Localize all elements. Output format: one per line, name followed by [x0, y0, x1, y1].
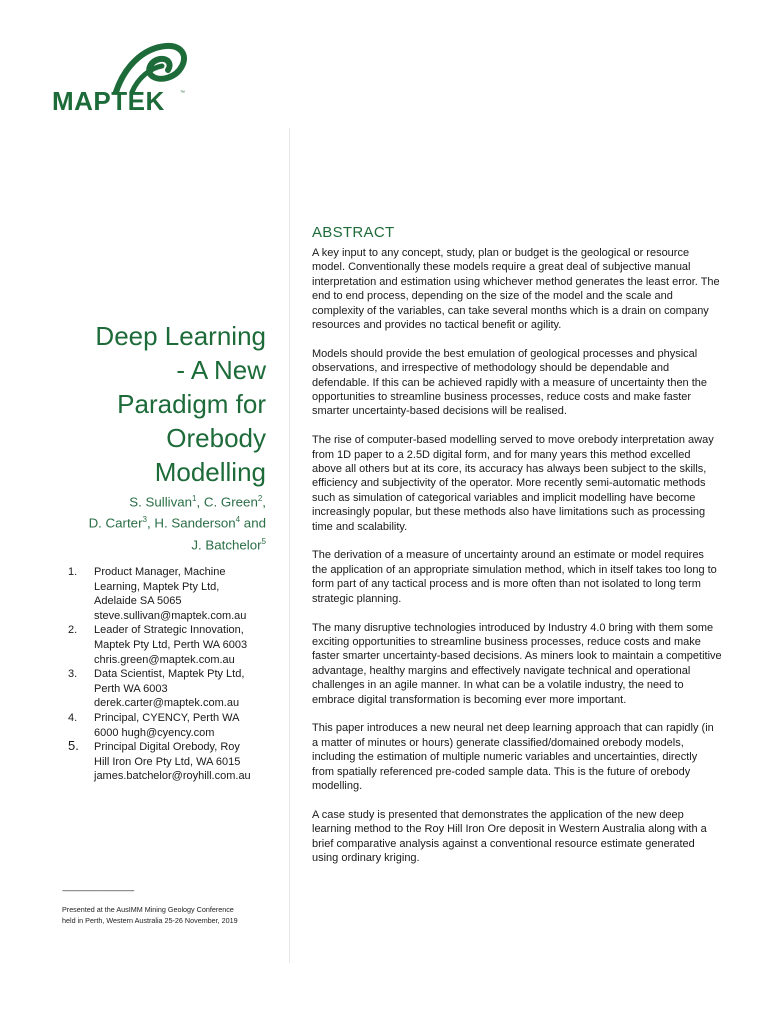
paper-title	[40, 319, 266, 489]
affiliation-line: Adelaide SA 5065	[94, 595, 182, 608]
logo-wordmark: MAPTEK	[52, 86, 165, 116]
abstract-paragraph: This paper introduces a new neural net deep learning approach that can rapidly (in a matter of minutes or hours) generate classified/domained orebody models, including the estimation of multiple numeric variables and uncertainties, directly from spatially referenced pre-coded sample data. This is the future of orebody modelling.	[312, 722, 714, 792]
author-name: J. Batchelor	[191, 537, 262, 553]
abstract-paragraph: The rise of computer-based modelling served to move orebody interpretation away from 1D paper to a 2.5D digital form, and for many years this method excelled above all others but at its core, its accuracy has always been subject to the skills, efficiency and subjectivity of the operator. More recently semi-automatic methods such as simulation of categorical variables and implicit modelling have become increasingly popular, but these methods also have limitations such as processing time and scalability.	[312, 434, 714, 533]
author-name: D. Carter	[88, 515, 143, 531]
affiliation-line: Maptek Pty Ltd, Perth WA 6003	[94, 638, 248, 651]
maptek-logo	[52, 42, 192, 114]
affiliation-list	[62, 565, 272, 784]
affiliation-line: Perth WA 6003	[94, 682, 168, 695]
affiliation-email[interactable]: chris.green@maptek.com.au	[94, 653, 235, 666]
title-line: Modelling	[154, 457, 266, 487]
affiliation-line: Hill Iron Ore Pty Ltd, WA 6015	[94, 755, 241, 768]
author-superscript: 1	[192, 494, 197, 503]
title-line: Paradigm for	[117, 389, 266, 419]
author-separator: ,	[262, 494, 266, 510]
abstract-body	[312, 246, 722, 880]
abstract-paragraph: The many disruptive technologies introduced by Industry 4.0 bring with them some exciting opportunities to streamline business processes, reduce costs and make faster smarter uncertainty-based decisions. As miners look to maintain a competitive advantage, healthy margins and effectively navigate technical and operational challenges in an agile manner. In what can be a volatile industry, the need to embrace digital transformation is becoming ever more important.	[312, 621, 722, 706]
footnote-line: held in Perth, Western Australia 25-26 November, 2019	[62, 916, 238, 925]
author-separator: ,	[196, 494, 204, 510]
affiliation-number: 1.	[68, 566, 78, 578]
affiliation-item	[62, 565, 272, 623]
conference-footnote	[62, 904, 282, 926]
affiliation-line: Data Scientist, Maptek Pty Ltd,	[94, 668, 245, 681]
author-name: S. Sullivan	[129, 494, 193, 510]
column-divider	[289, 128, 290, 963]
affiliation-email[interactable]: 6000 hugh@cyency.com	[94, 726, 215, 739]
affiliation-number: 3.	[68, 668, 78, 681]
affiliation-line: Leader of Strategic Innovation,	[94, 624, 244, 637]
abstract-paragraph: Models should provide the best emulation of geological processes and physical observations, and irrespective of methodology should be dependable and defendable. If this can be achieved rapidly with a measure of uncertainty then the opportunities to streamline business processes, reduce costs and make faster smarter uncertainty-based decisions will be realised.	[312, 347, 708, 418]
author-separator: ,	[146, 515, 155, 531]
author-superscript: 5	[261, 536, 266, 546]
affiliation-item	[62, 623, 272, 667]
logo-trademark: ™	[180, 90, 185, 96]
affiliation-line: Principal Digital Orebody, Roy	[94, 741, 240, 754]
title-line: Orebody	[166, 423, 266, 453]
affiliation-line: Principal, CYENCY, Perth WA	[94, 711, 240, 724]
affiliation-item	[62, 667, 272, 711]
affiliation-email[interactable]: james.batchelor@royhill.com.au	[94, 770, 251, 783]
author-superscript: 2	[257, 494, 263, 503]
abstract-heading: ABSTRACT	[312, 224, 395, 241]
author-superscript: 3	[142, 515, 147, 525]
author-name: C. Green	[203, 494, 258, 510]
affiliation-item	[62, 740, 272, 784]
abstract-paragraph: A key input to any concept, study, plan or budget is the geological or resource model. Conventionally these models require a great deal of subjective manual interpretation and estimation using whichever method generates the least error. The end to end process, depending on the size of the model and the scale and complexity of the variables, can take several months which is a drain on company resources and provides no tactical benefit or agility.	[312, 247, 720, 332]
author-superscript: 4	[235, 515, 241, 525]
footnote-line: Presented at the AusIMM Mining Geology Conference	[62, 905, 234, 914]
author-list	[40, 490, 266, 554]
title-line: Deep Learning	[95, 321, 266, 351]
affiliation-number: 2.	[68, 624, 78, 637]
affiliation-email[interactable]: steve.sullivan@maptek.com.au	[94, 609, 247, 622]
author-name: H. Sanderson	[154, 515, 236, 531]
affiliation-item	[62, 711, 272, 740]
affiliation-number: 5.	[68, 738, 79, 754]
abstract-paragraph: The derivation of a measure of uncertainty around an estimate or model requires the application of an appropriate simulation method, which in itself takes too long to form part of any tactical process and is more often than not isolated to long term strategic planning.	[312, 549, 717, 605]
affiliation-line: Learning, Maptek Pty Ltd,	[94, 580, 220, 593]
footnote-rule: -------------------------------------------	[62, 886, 134, 895]
title-line: - A New	[176, 355, 266, 385]
affiliation-email[interactable]: derek.carter@maptek.com.au	[94, 697, 240, 710]
author-separator: and	[240, 515, 266, 531]
affiliation-line: Product Manager, Machine	[94, 566, 226, 578]
abstract-paragraph: A case study is presented that demonstrates the application of the new deep learning method to the Roy Hill Iron Ore deposit in Western Australia along with a brief comparative analysis against a conventional resource estimate generated using ordinary kriging.	[312, 808, 707, 864]
affiliation-number: 4.	[68, 711, 78, 724]
